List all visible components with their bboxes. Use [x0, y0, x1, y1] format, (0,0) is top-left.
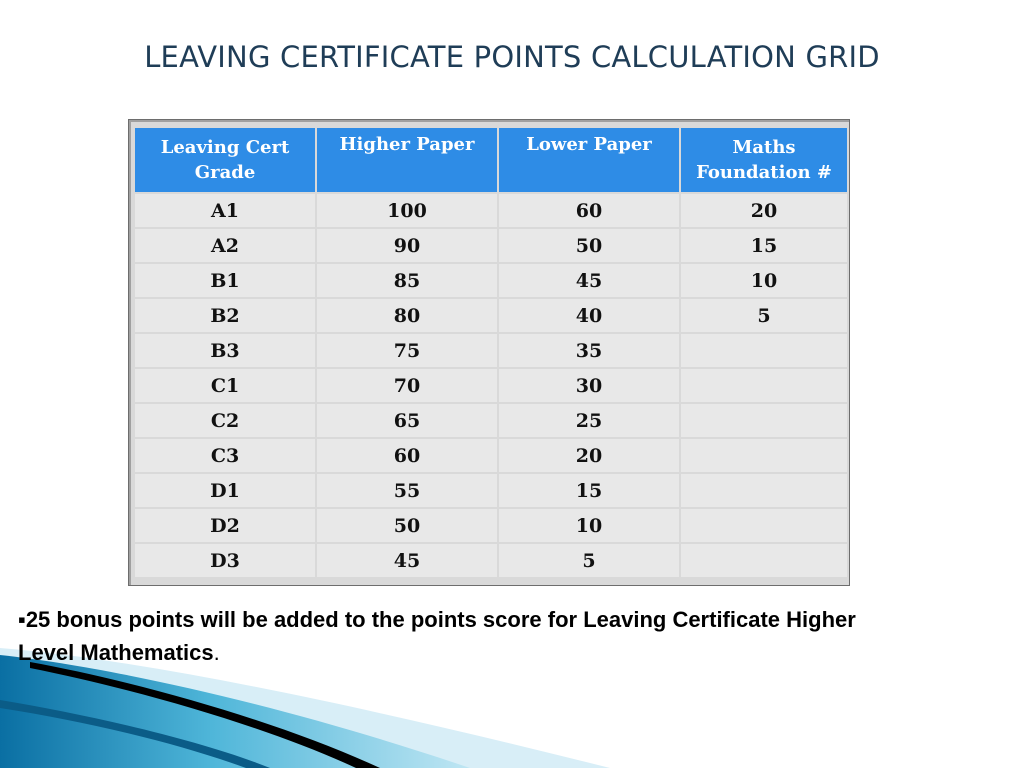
table-cell: 75 — [317, 334, 497, 367]
table-cell: C3 — [135, 439, 315, 472]
table-cell: 80 — [317, 299, 497, 332]
table-cell: B2 — [135, 299, 315, 332]
points-table — [133, 126, 849, 579]
table-row — [135, 369, 847, 402]
table-row — [135, 334, 847, 367]
header-leaving-cert-grade — [135, 128, 315, 192]
table-cell — [681, 509, 847, 542]
table-cell: 10 — [499, 509, 679, 542]
points-table-frame — [128, 119, 850, 586]
table-cell: D2 — [135, 509, 315, 542]
table-row — [135, 404, 847, 437]
note-end: . — [213, 640, 220, 665]
table-cell: 15 — [681, 229, 847, 262]
table-cell: D1 — [135, 474, 315, 507]
table-cell: B1 — [135, 264, 315, 297]
table-body — [135, 194, 847, 577]
header-text-line: Leaving Cert — [160, 137, 290, 158]
table-cell: 35 — [499, 334, 679, 367]
table-row — [135, 544, 847, 577]
header-text-line: Grade — [194, 162, 256, 183]
table-cell: 10 — [681, 264, 847, 297]
header-text-line: Foundation # — [696, 162, 832, 183]
table-header-row — [135, 128, 847, 192]
table-cell: 85 — [317, 264, 497, 297]
table-cell: 50 — [499, 229, 679, 262]
table-row — [135, 509, 847, 542]
slide-title: LEAVING CERTIFICATE POINTS CALCULATION GRID — [144, 40, 880, 74]
table-cell — [681, 334, 847, 367]
bonus-points-note — [18, 603, 898, 669]
table-cell — [681, 369, 847, 402]
header-higher-paper — [317, 128, 497, 192]
table-row — [135, 264, 847, 297]
table-row — [135, 439, 847, 472]
table-cell: 60 — [317, 439, 497, 472]
table-row — [135, 194, 847, 227]
table-cell: 20 — [499, 439, 679, 472]
table-cell: 20 — [681, 194, 847, 227]
header-text-line: Maths — [732, 137, 796, 158]
table-cell: 25 — [499, 404, 679, 437]
header-text-line: Lower Paper — [526, 134, 652, 155]
header-text-line: Higher Paper — [339, 134, 475, 155]
header-maths-foundation — [681, 128, 847, 192]
table-cell: 40 — [499, 299, 679, 332]
table-cell — [681, 439, 847, 472]
table-cell: 100 — [317, 194, 497, 227]
table-cell — [681, 474, 847, 507]
table-cell: 30 — [499, 369, 679, 402]
table-cell: 50 — [317, 509, 497, 542]
table-cell: 65 — [317, 404, 497, 437]
table-cell: 55 — [317, 474, 497, 507]
header-lower-paper — [499, 128, 679, 192]
table-cell: 70 — [317, 369, 497, 402]
table-cell — [681, 404, 847, 437]
table-cell: B3 — [135, 334, 315, 367]
table-cell: 45 — [317, 544, 497, 577]
table-row — [135, 299, 847, 332]
table-cell: D3 — [135, 544, 315, 577]
table-cell: A1 — [135, 194, 315, 227]
table-cell: 45 — [499, 264, 679, 297]
note-text: 25 bonus points will be added to the points score for Leaving Certificate Higher Level Mathematics — [18, 607, 856, 665]
bullet-icon: ▪ — [18, 607, 26, 632]
table-cell: 15 — [499, 474, 679, 507]
table-cell — [681, 544, 847, 577]
table-row — [135, 229, 847, 262]
table-cell: 90 — [317, 229, 497, 262]
table-cell: C1 — [135, 369, 315, 402]
table-cell: 5 — [499, 544, 679, 577]
table-row — [135, 474, 847, 507]
table-cell: C2 — [135, 404, 315, 437]
table-cell: 60 — [499, 194, 679, 227]
table-cell: 5 — [681, 299, 847, 332]
table-cell: A2 — [135, 229, 315, 262]
